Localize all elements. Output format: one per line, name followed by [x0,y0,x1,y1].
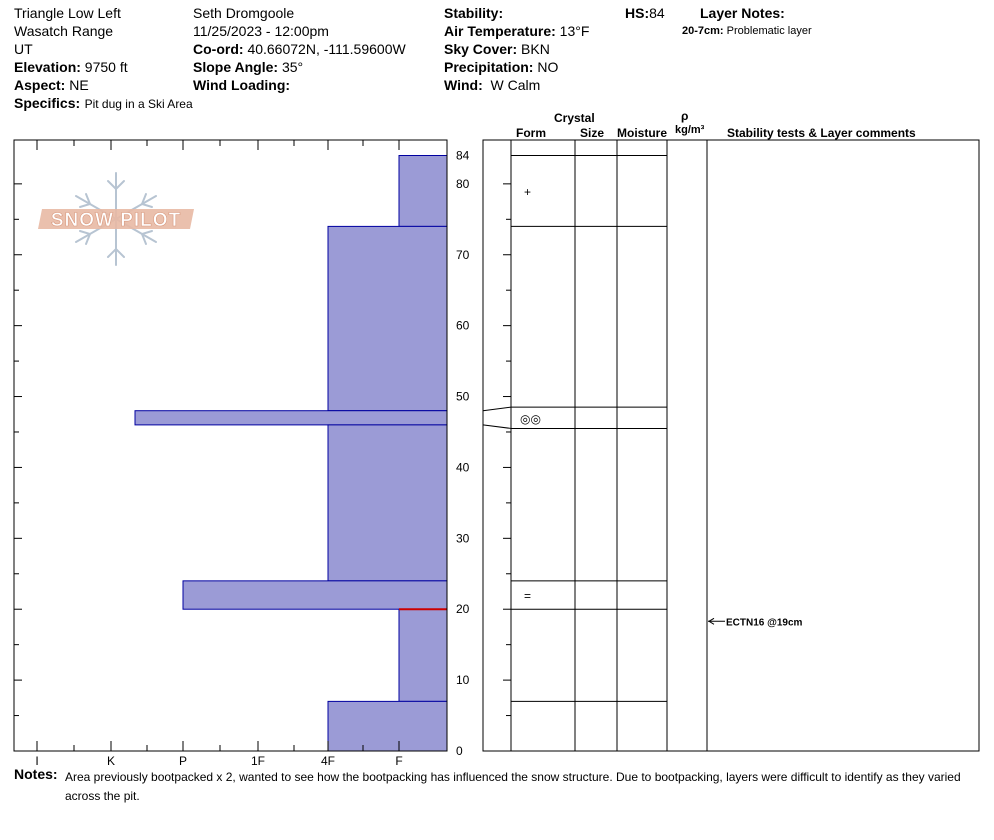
height-tick-label: 80 [456,176,470,191]
hardness-layer-bar [328,226,447,410]
layer-connector-line [483,407,511,411]
sky-label: Sky Cover: [444,41,518,57]
hardness-scale-label: P [178,754,188,768]
layer-connector-line [483,425,511,429]
aspect-value: NE [69,77,89,93]
rho-header: ρ [681,109,689,123]
height-tick-label: 70 [456,247,470,262]
wind-label: Wind: [444,77,483,93]
logo-text: SNOW PILOT [50,210,182,231]
height-tick-label: 10 [456,673,470,688]
hardness-scale-label: F [395,754,403,768]
precip-label: Precipitation: [444,59,534,75]
height-tick-label: 20 [456,602,470,617]
grain-form-symbol: ◎◎ [520,411,541,426]
hardness-scale-label: I [35,754,39,768]
height-tick-label: 30 [456,531,470,546]
aspect-label: Aspect: [14,77,66,93]
hardness-layer-bar [328,701,447,751]
coord-label: Co-ord: [193,41,244,57]
stability-test-label: ECTN16 @19cm [726,617,803,629]
specifics-label: Specifics: [14,95,81,111]
hardness-scale-label: 1F [250,754,266,768]
mountain-range: Wasatch Range [14,23,114,39]
hs-label: HS: [625,5,650,21]
hardness-layer-bar [183,581,447,609]
snowpilot-logo [38,173,194,265]
hardness-layer-bar [399,156,447,227]
wind-loading-label: Wind Loading: [193,77,291,93]
observation-datetime: 11/25/2023 - 12:00pm [193,23,329,39]
size-header: Size [580,126,605,140]
crystal-header: Crystal [554,111,595,125]
hardness-scale-label: 4F [320,754,336,768]
height-tick-label: 84 [456,148,470,163]
air-temp-label: Air Temperature: [444,23,556,39]
elevation-label: Elevation: [14,59,81,75]
layer-note-range: 20-7cm: [682,25,724,37]
elevation-value: 9750 ft [84,59,128,75]
layer-table-frame [483,140,979,751]
moisture-header: Moisture [617,126,668,140]
layer-note-text: Problematic layer [726,25,812,37]
observer-name: Seth Dromgoole [193,5,295,21]
stability-label: Stability: [444,5,504,21]
grain-form-symbol: = [524,589,532,604]
coord-value: 40.66072N, -111.59600W [247,41,406,57]
form-header: Form [516,126,546,140]
notes-text: Area previously bootpacked x 2, wanted to see how the bootpacking has influenced the snow structure. Due to bootpacking, layers were difficult to identify as they varied across the pit. [65,770,961,803]
air-temp-value: 13°F [559,23,590,39]
layer-notes-label: Layer Notes: [700,5,785,21]
density-unit-header: kg/m³ [675,124,705,136]
slope-label: Slope Angle: [193,59,279,75]
height-tick-label: 50 [456,389,470,404]
hardness-layer-bar [399,609,447,701]
slope-value: 35° [281,59,304,75]
hardness-layer-bar [135,411,447,425]
stability-comments-header: Stability tests & Layer comments [727,126,916,140]
grain-form-symbol: + [524,184,532,199]
state: UT [14,41,33,57]
height-tick-label: 60 [456,318,470,333]
precip-value: NO [537,59,559,75]
hs-value: 84 [649,5,665,21]
sky-value: BKN [521,41,550,57]
height-tick-label: 0 [456,744,463,758]
wind-value: W Calm [490,77,541,93]
location-name: Triangle Low Left [14,5,121,21]
hardness-scale-label: K [106,754,116,768]
height-tick-label: 40 [456,460,470,475]
hardness-layer-bar [328,425,447,581]
notes-label: Notes: [14,766,58,782]
specifics-value: Pit dug in a Ski Area [84,97,193,111]
